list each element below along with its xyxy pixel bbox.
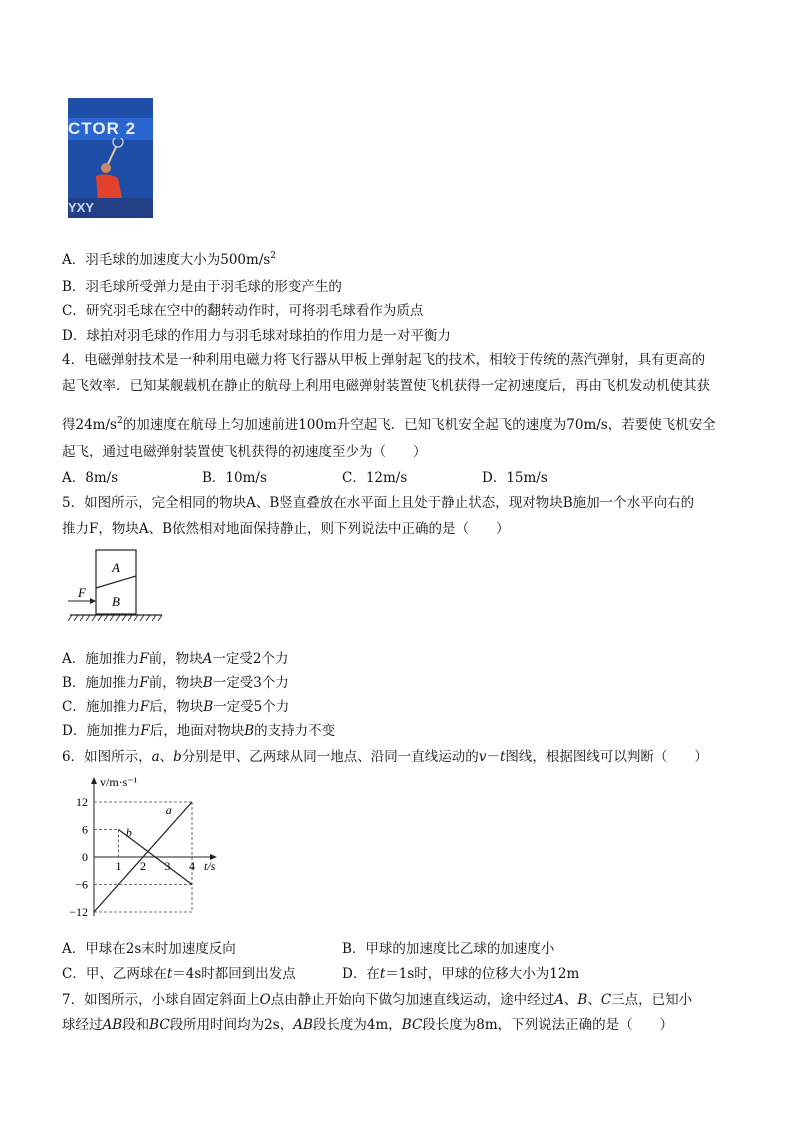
q5-stem-line1: 5．如图所示，完全相同的物块A、B竖直叠放在水平面上且处于静止状态，现对物块B施加一个水平向右的 [62, 495, 695, 511]
q6-stem: 6．如图所示，a、b分别是甲、乙两球从同一地点、沿同一直线运动的v－t图线，根据图线可以判断（ ） [62, 749, 708, 765]
force-f-label: F [78, 585, 86, 600]
q3-option-c: C．研究羽毛球在空中的翻转动作时，可将羽毛球看作为质点 [62, 303, 424, 319]
y-axis-arrow [91, 777, 97, 784]
q5-stem-line2: 推力F，物块A、B依然相对地面保持静止，则下列说法中正确的是（ ） [62, 521, 510, 537]
x-tick-label: 1 [115, 859, 122, 873]
photo-bottom-text: YXY [68, 198, 153, 218]
block-b-label: B [112, 594, 120, 609]
q7-stem-line1: 7．如图所示，小球自固定斜面上O点由静止开始向下做匀加速直线运动，途中经过A、B、C三点，已知小 [62, 992, 693, 1008]
q7-stem-line2: 球经过AB段和BC段所用时间均为2s，AB段长度为4m，BC段长度为8m，下列说法正确的是（ ） [62, 1017, 674, 1033]
ground-hatch [68, 615, 162, 621]
y-tick-label: 12 [76, 795, 88, 809]
y-tick-label: −12 [69, 905, 88, 919]
q6-option-d: D．在t＝1s时，甲球的位移大小为12m [342, 966, 580, 982]
x-axis-label: t/s [204, 859, 216, 873]
q6-option-c: C．甲、乙两球在t＝4s时都回到出发点 [62, 966, 296, 982]
series-label-a: a [165, 803, 172, 817]
x-tick-label: 4 [189, 859, 195, 873]
q4-stem-line2: 起飞效率．已知某舰载机在静止的航母上利用电磁弹射装置使飞机获得一定初速度后，再由飞机发动机使其获 [62, 378, 710, 394]
q4-stem-line3: 得$24m/s^2$的加速度在航母上匀加速前进100m升空起飞．已知飞机安全起飞的速度为70m/s，若要使飞机安全 [62, 416, 716, 433]
q4-option-c: C．12m/s [342, 470, 408, 486]
q3-option-b: B．羽毛球所受弹力是由于羽毛球的形变产生的 [62, 279, 342, 295]
q6-option-a: A．甲球在2s末时加速度反向 [62, 941, 236, 957]
q4-stem-line1: 4．电磁弹射技术是一种利用电磁力将飞行器从甲板上弹射起飞的技术，相较于传统的蒸汽弹射，具有更高的 [62, 352, 706, 368]
x-tick-label: 2 [140, 859, 146, 873]
photo-banner: CTOR 2 [68, 118, 153, 140]
q4-stem-line4: 起飞，通过电磁弹射装置使飞机获得的初速度至少为（ ） [62, 444, 427, 460]
vt-chart [62, 772, 230, 922]
series-label-b: b [125, 825, 132, 840]
q4-option-d: D．15m/s [482, 470, 548, 486]
y-tick-label: −6 [75, 877, 88, 892]
badminton-player-photo [68, 98, 153, 218]
q5-block-figure [62, 548, 170, 628]
q4-option-a: A．8m/s [62, 470, 119, 486]
q5-option-b: B．施加推力F前，物块B一定受3个力 [62, 675, 289, 691]
q5-option-c: C．施加推力F后，物块B一定受5个力 [62, 699, 290, 715]
y-axis-label: v/m·s⁻¹ [100, 775, 138, 789]
q3-option-d: D．球拍对羽毛球的作用力与羽毛球对球拍的作用力是一对平衡力 [62, 328, 451, 344]
y-tick-label: 6 [82, 822, 88, 837]
q3-option-a: A．羽毛球的加速度大小为$500m/s^2$ [62, 251, 277, 268]
q5-option-d: D．施加推力F后，地面对物块B的支持力不变 [62, 723, 336, 739]
q6-option-b: B．甲球的加速度比乙球的加速度小 [342, 941, 555, 957]
y-tick-label: 0 [82, 850, 88, 864]
x-tick-label: 3 [164, 859, 171, 873]
q4-option-b: B．10m/s [202, 470, 267, 486]
block-a-label: A [112, 560, 120, 575]
q5-option-a: A．施加推力F前，物块A一定受2个力 [62, 651, 289, 667]
block-boundary [96, 576, 136, 588]
